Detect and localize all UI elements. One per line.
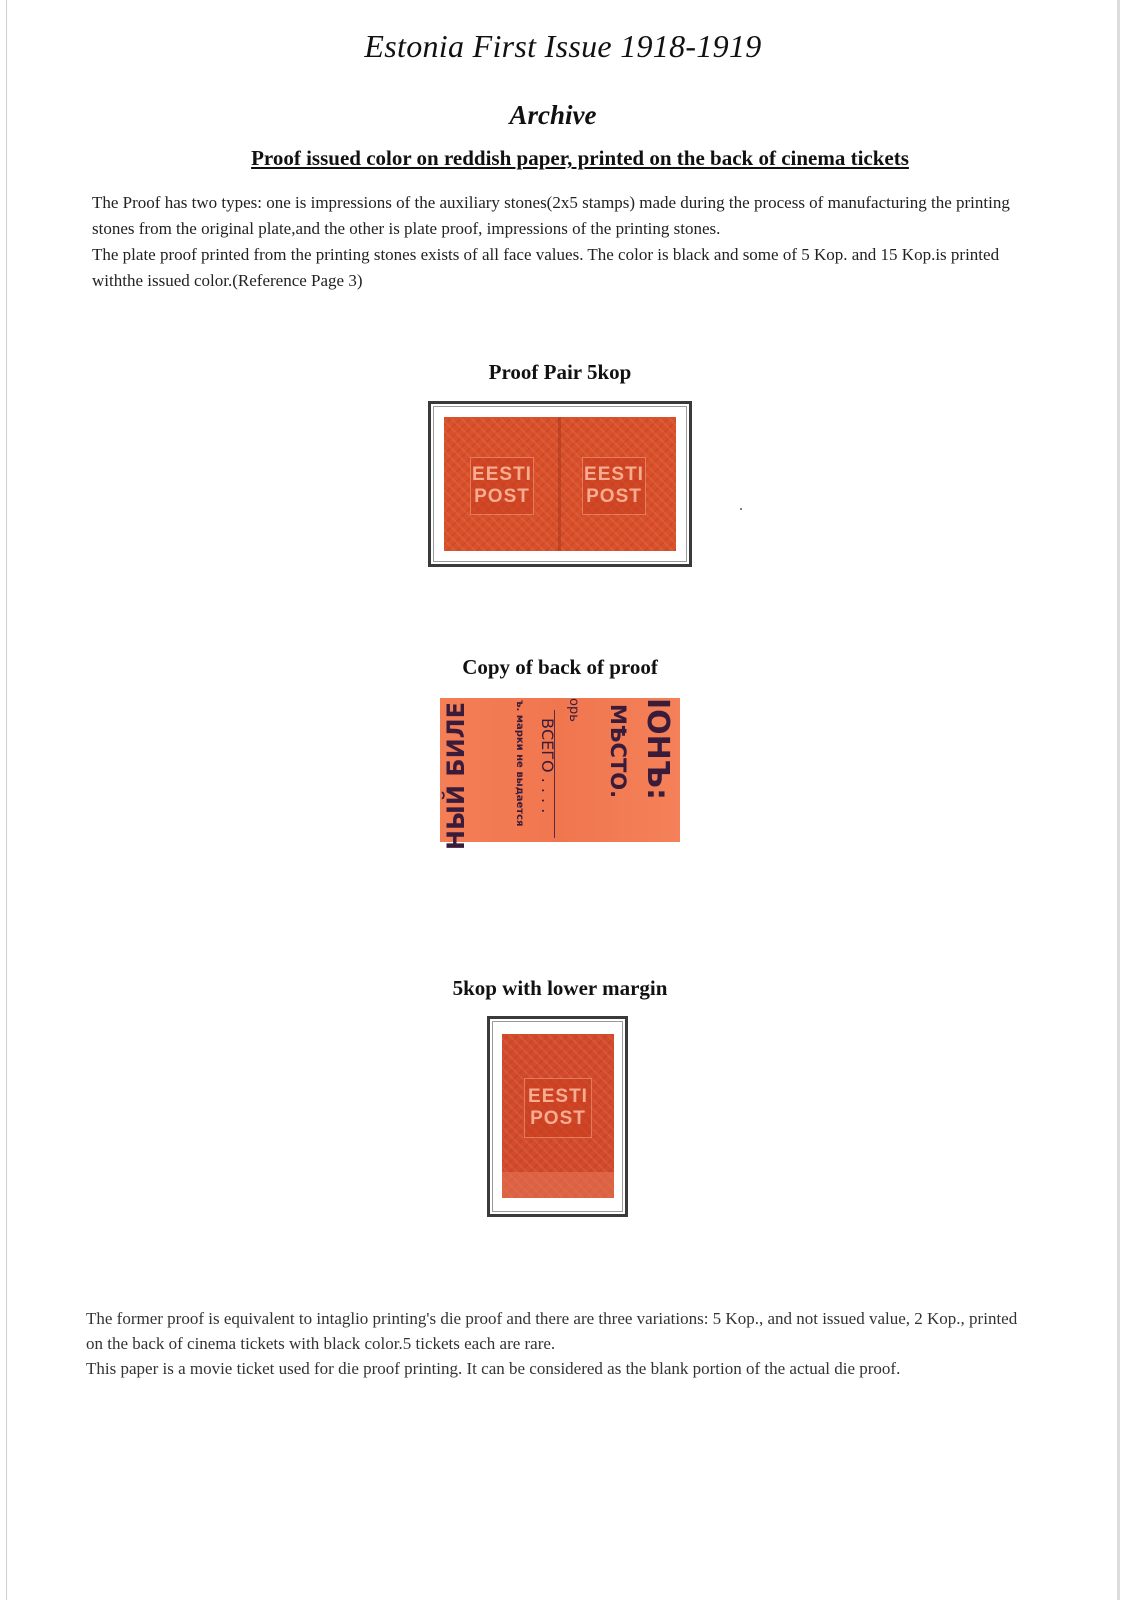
single-stamp-panel — [524, 1078, 592, 1138]
stamp-text-post-right: POST — [586, 486, 642, 507]
section-heading: Proof issued color on reddish paper, printed on the back of cinema tickets — [251, 146, 909, 170]
single-stamp-image — [502, 1034, 614, 1198]
paper-speck — [740, 508, 742, 510]
single-stamp-text-post: POST — [530, 1108, 586, 1129]
stamp-panel-left — [470, 457, 534, 515]
ticket-text-right: ІОНЪ: — [640, 698, 675, 800]
back-caption: Copy of back of proof — [462, 655, 658, 679]
ticket-text-left: НЫЙ БИЛЕ — [442, 702, 470, 851]
stamp-text-eesti-left: EESTI — [472, 464, 532, 485]
page-edge-right — [1117, 0, 1120, 1600]
ticket-text-mid: ВСЕГО . . . . — [538, 718, 557, 814]
stamp-text-post-left: POST — [474, 486, 530, 507]
single-frame — [487, 1016, 628, 1217]
ticket-text-small: ъ. марки не выдается — [514, 700, 525, 827]
page-title: Estonia First Issue 1918-1919 — [364, 28, 762, 64]
stamp-text-eesti-right: EESTI — [584, 464, 644, 485]
pair-separation — [558, 417, 561, 551]
pair-frame — [428, 401, 692, 567]
single-stamp-text-eesti: EESTI — [528, 1086, 588, 1107]
single-caption: 5kop with lower margin — [452, 976, 668, 1000]
intro-paragraph-2: The plate proof printed from the printing stones exists of all face values. The color is black and some of 5 Kop. and 15 Kop.is printed withthe issued color.(Reference Page 3) — [92, 245, 1000, 290]
closing-paragraph-1: The former proof is equivalent to intaglio printing's die proof and there are three variations: 5 Kop., and not issued value, 2 Kop., printed on the back of cinema tickets with black color.5 tickets each are rare. — [86, 1309, 1018, 1353]
stamp-panel-right — [582, 457, 646, 515]
ticket-text-top: орь — [566, 698, 581, 722]
page-edge-left — [6, 0, 7, 1600]
ticket-text-main: МѢСТО. — [606, 704, 630, 799]
intro-text — [92, 190, 1042, 294]
closing-paragraph-2: This paper is a movie ticket used for die proof printing. It can be considered as the blank portion of the actual die proof. — [86, 1359, 901, 1378]
intro-paragraph-1: The Proof has two types: one is impressions of the auxiliary stones(2x5 stamps) made during the process of manufacturing the printing stones from the original plate,and the other is plate proof, impressions of the printing stones. — [92, 193, 1010, 238]
page-subtitle: Archive — [509, 100, 597, 130]
closing-text — [86, 1306, 1036, 1381]
ticket-back-image — [440, 698, 680, 851]
proof-pair-image — [444, 417, 676, 551]
pair-caption: Proof Pair 5kop — [488, 360, 632, 384]
lower-margin — [502, 1172, 614, 1198]
